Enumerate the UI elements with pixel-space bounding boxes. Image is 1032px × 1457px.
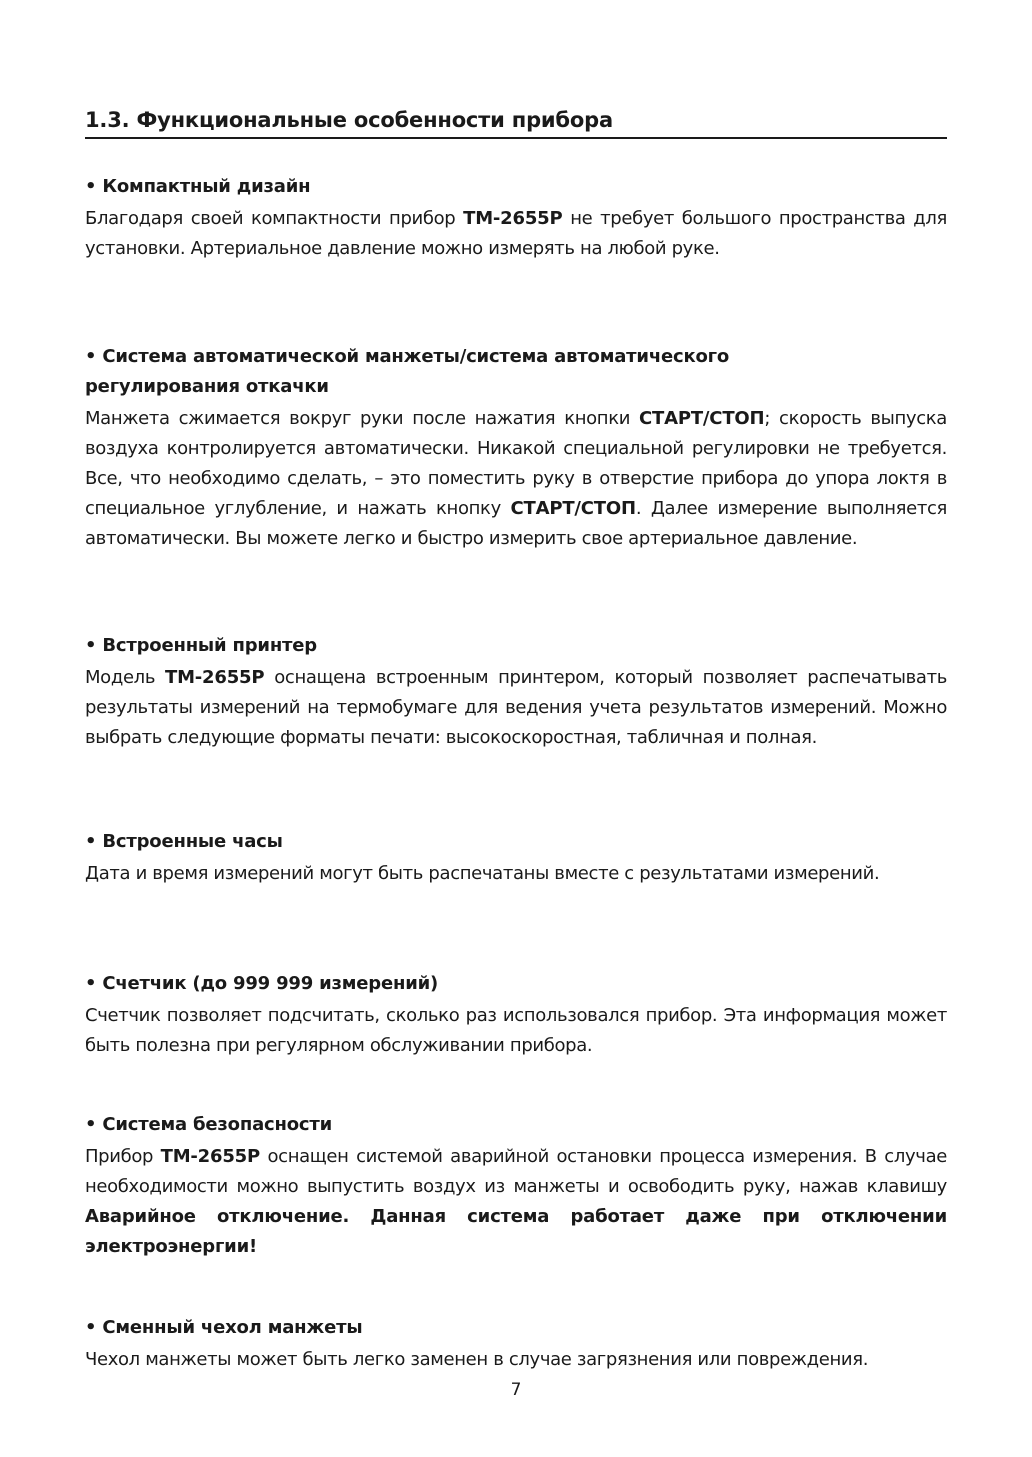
page-number: 7 — [510, 1380, 522, 1400]
feature-heading: • Счетчик (до 999 999 измерений) — [85, 973, 439, 994]
text-run: Манжета сжимается вокруг руки после нажатия кнопки — [85, 408, 640, 429]
button-name: СТАРТ/СТОП — [639, 408, 765, 429]
text-run: Благодаря своей компактности прибор — [85, 208, 464, 229]
heading-line: регулирования откачки — [85, 376, 329, 397]
text-run: оснащена встроенным принтером, который позволяет распечатывать результаты измерений на термобумаге для ведения учета результатов измерений. Можно выбрать следующие форматы печати: высокоскоростная, табличная и полная. — [85, 667, 947, 748]
text-run: не требует большого пространства для установки. Артериальное давление можно измерять на любой руке. — [85, 208, 948, 259]
feature-text — [85, 1142, 947, 1262]
feature-heading: • Встроенный принтер — [85, 635, 317, 656]
feature-text: Чехол манжеты может быть легко заменен в случае загрязнения или повреждения. — [85, 1349, 869, 1370]
model-name: ТМ-2655Р — [463, 208, 563, 229]
feature-text: Дата и время измерений могут быть распечатаны вместе с результатами измерений. — [85, 863, 880, 884]
feature-heading: • Компактный дизайн — [85, 176, 311, 197]
feature-auto-cuff — [85, 342, 947, 554]
feature-heading: • Сменный чехол манжеты — [85, 1317, 363, 1338]
model-name: ТМ-2655Р — [160, 1146, 260, 1167]
text-run: Модель — [85, 667, 165, 688]
section-title: 1.3. Функциональные особенности прибора — [85, 108, 947, 139]
model-name: ТМ-2655Р — [164, 667, 265, 688]
feature-safety — [85, 1110, 947, 1262]
emergency-note: Аварийное отключение. Данная система работает даже при отключении электроэнергии! — [85, 1206, 947, 1257]
text-run: ; скорость выпуска воздуха контролируется автоматически. Никакой специальной регулировки не требуется. Все, что необходимо сделать, – это поместить руку в отверстие прибора до упора локтя в специальное углубление, и нажать кнопку — [85, 408, 947, 519]
feature-printer — [85, 631, 947, 753]
feature-heading — [85, 342, 947, 402]
heading-line: • Система автоматической манжеты/система автоматического — [85, 346, 730, 367]
feature-heading: • Встроенные часы — [85, 831, 283, 852]
button-name: СТАРТ/СТОП — [510, 498, 636, 519]
text-run: оснащен системой аварийной остановки процесса измерения. В случае необходимости можно выпустить воздух из манжеты и освободить руку, нажав клавишу — [85, 1146, 947, 1197]
text-run: Прибор — [85, 1146, 161, 1167]
feature-counter — [85, 969, 947, 1061]
document-page — [85, 0, 947, 1457]
feature-text — [85, 663, 947, 753]
feature-text — [85, 404, 947, 554]
feature-text — [85, 204, 947, 264]
text-run: . Далее измерение выполняется автоматически. Вы можете легко и быстро измерить свое артериальное давление. — [85, 498, 948, 549]
feature-cover — [85, 1313, 947, 1375]
feature-heading: • Система безопасности — [85, 1114, 333, 1135]
feature-clock — [85, 827, 947, 889]
feature-text: Счетчик позволяет подсчитать, сколько раз использовался прибор. Эта информация может быть полезна при регулярном обслуживании прибора. — [85, 1005, 947, 1056]
feature-compact — [85, 172, 947, 264]
